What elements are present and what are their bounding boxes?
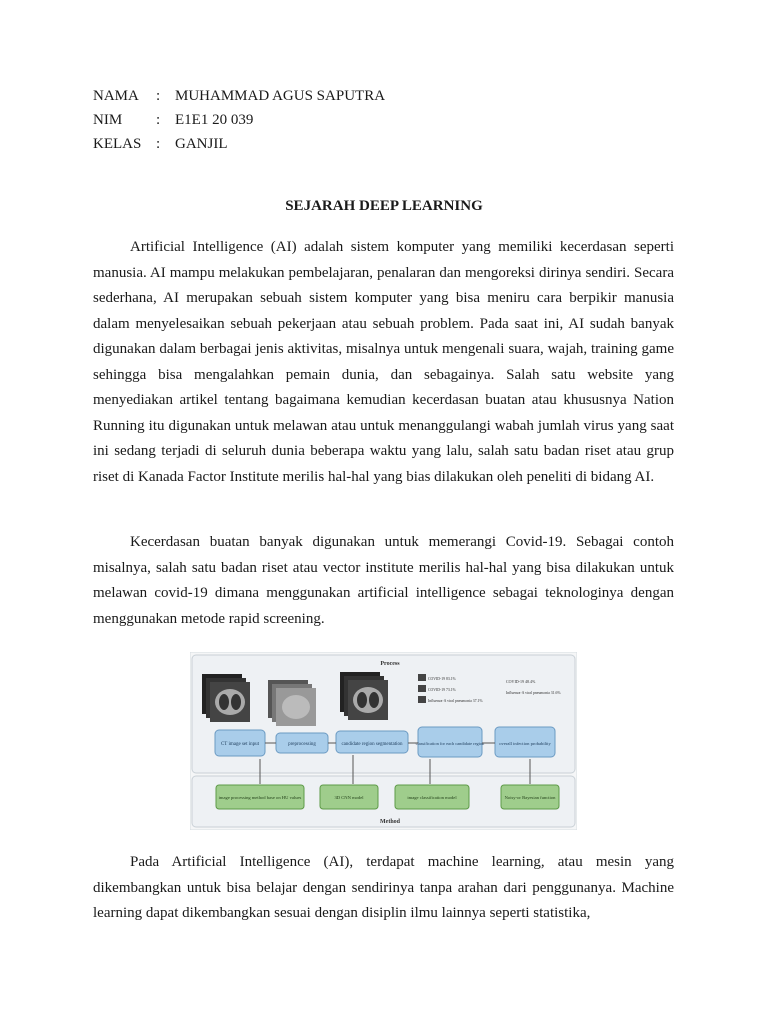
step-label: CT image set input [220, 742, 260, 747]
step-label: overall infection probability [499, 741, 551, 746]
method-label-text: 3D CNN model [334, 795, 364, 800]
step-label: classification for each candidate region [415, 741, 485, 746]
info-value-kelas: GANJIL [175, 136, 228, 152]
step-label: preprocessing [288, 742, 316, 747]
ct-image-stack-2 [268, 680, 316, 726]
method-label-text: image processing method base on HU values [218, 795, 302, 800]
ct-image-stack-3 [340, 672, 388, 720]
info-label: KELAS [93, 136, 142, 152]
method-label-text: image classification model [407, 795, 457, 800]
legend-item: COVID-19 73.1% [428, 688, 456, 692]
info-colon: : [156, 88, 161, 104]
step-label: candidate region segmentation [341, 742, 403, 747]
result-covid: COVID-19 48.4% [506, 679, 536, 684]
method-label-text: Noisy-or Bayesian function [504, 795, 556, 800]
info-colon: : [156, 112, 161, 128]
info-colon: : [156, 136, 161, 152]
info-label: NAMA [93, 88, 139, 104]
info-label: NIM [93, 112, 123, 128]
paragraph-1 [93, 235, 674, 490]
paragraph-3 [93, 850, 674, 927]
info-value-nim: E1E1 20 039 [175, 112, 254, 128]
paragraph-2 [93, 530, 674, 632]
info-value-name: MUHAMMAD AGUS SAPUTRA [175, 88, 386, 104]
paragraph-text: Pada Artificial Intelligence (AI), terdapat machine learning, atau mesin yang dikembangkan untuk bisa belajar dengan sendirinya tanpa arahan dari penggunanya. Machine learning dapat dikembangkan sesuai dengan disiplin ilmu lainnya seperti statistika, [93, 854, 674, 921]
paragraph-text: Kecerdasan buatan banyak digunakan untuk memerangi Covid-19. Sebagai contoh misalnya, salah satu badan riset atau vector institute merilis hal-hal yang bisa dilakukan untuk melawan covid-19 dimana menggunakan artificial intelligence sebagai teknologinya dengan menggunakan metode rapid screening. [93, 534, 674, 627]
page-title: SEJARAH DEEP LEARNING [285, 198, 483, 214]
paragraph-text: Artificial Intelligence (AI) adalah sistem komputer yang memiliki kecerdasan seperti manusia. AI mampu melakukan pembelajaran, penalaran dan mengoreksi dirinya sendiri. Secara sederhana, AI merupakan sebuah sistem komputer yang bisa meniru cara berpikir manusia dalam menyelesaikan sebuah pekerjaan atau sebuah problem. Pada saat ini, AI sudah banyak digunakan dalam berbagai jenis aktivitas, misalnya untuk mengenali suara, wajah, training game sehingga bisa mengalahkan pemain dunia, dan sebagainya. Salah satu website yang menyediakan artikel tentang bagaimana kemudian kecerdasan buatan atau khususnya Nation Running itu digunakan untuk melawan atau untuk menanggulangi wabah jumlah virus yang saat ini sedang terjadi di seluruh dunia beberapa waktu yang lalu, salah satu badan riset atau grup riset di Kanada Factor Institute merilis hal-hal yang bias dilakukan oleh peneliti di bidang AI. [93, 239, 674, 485]
covid-ai-diagram [190, 652, 577, 830]
process-label: Process [380, 661, 400, 667]
ct-image-stack-1 [202, 674, 250, 722]
legend-item: Influenza-A viral pneumonia 37.1% [428, 699, 483, 703]
result-influenza: Influenza-A viral pneumonia 31.6% [506, 691, 561, 695]
method-label: Method [380, 819, 400, 825]
legend-item: COVID-19 83.1% [428, 677, 456, 681]
